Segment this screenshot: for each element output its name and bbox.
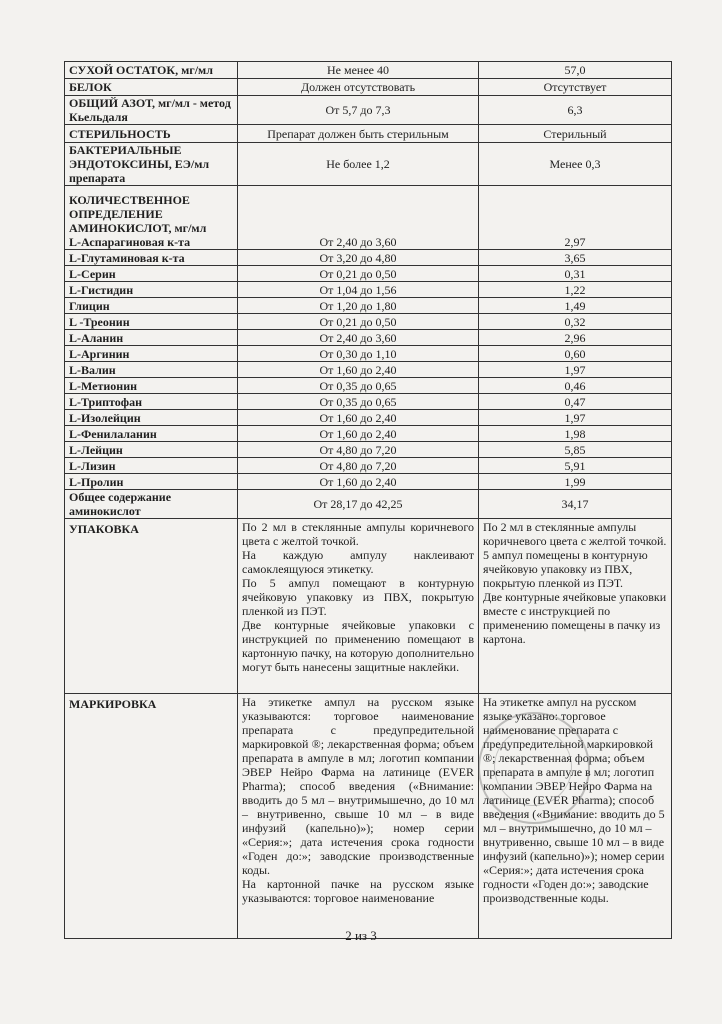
parameter-name: МАРКИРОВКА [65,694,238,939]
table-row [65,458,672,474]
table-row [65,442,672,458]
table-row [65,79,672,96]
amino-name: L -Треонин [65,314,238,330]
result-value: 34,17 [479,490,672,519]
specification-value: От 28,17 до 42,25 [238,490,479,519]
specification-value [238,519,479,694]
specification-value: От 1,04 до 1,56 [238,282,479,298]
table-row [65,694,672,939]
result-value: 3,65 [479,250,672,266]
specification-value: Не более 1,2 [238,143,479,186]
result-value: Менее 0,3 [479,143,672,186]
amino-name: L-Триптофан [65,394,238,410]
result-value: 57,0 [479,62,672,79]
table-row [65,394,672,410]
specification-value: От 1,60 до 2,40 [238,410,479,426]
result-value: 5,91 [479,458,672,474]
result-value: 1,97 [479,362,672,378]
specification-value: От 1,60 до 2,40 [238,426,479,442]
specification-value: От 4,80 до 7,20 [238,458,479,474]
specification-value: От 4,80 до 7,20 [238,442,479,458]
amino-name: L-Серин [65,266,238,282]
amino-name: L-Гистидин [65,282,238,298]
result-value: 1,97 [479,410,672,426]
paragraph: Две контурные ячейковые упаковки вместе с инструкцией по применению помещены в пачку из картона. [483,590,667,646]
amino-header: КОЛИЧЕСТВЕННОЕ ОПРЕДЕЛЕНИЕ АМИНОКИСЛОТ, мг/мл [69,193,207,235]
result-value: Отсутствует [479,79,672,96]
result-value: 0,32 [479,314,672,330]
page-number: 2 из 3 [345,928,377,943]
amino-name: L-Валин [65,362,238,378]
specification-value: От 0,21 до 0,50 [238,266,479,282]
result-value: 2,96 [479,330,672,346]
parameter-name: БАКТЕРИАЛЬНЫЕ ЭНДОТОКСИНЫ, ЕЭ/мл препарата [65,143,238,186]
result-value: 0,31 [479,266,672,282]
amino-name: L-Лейцин [65,442,238,458]
paragraph: По 5 ампул помещают в контурную ячейковую упаковку из ПВХ, покрытую пленкой из ПЭТ. [242,576,474,618]
table-row [65,426,672,442]
table-row [65,250,672,266]
table-row [65,330,672,346]
specification-value: От 1,60 до 2,40 [238,362,479,378]
result-value: 1,49 [479,298,672,314]
paragraph: 5 ампул помещены в контурную ячейковую упаковку из ПВХ, покрытую пленкой из ПЭТ. [483,548,648,590]
specification-value: От 2,40 до 3,60 [238,186,479,250]
parameter-name: БЕЛОК [65,79,238,96]
parameter-name: СТЕРИЛЬНОСТЬ [65,125,238,143]
result-value: 6,3 [479,96,672,125]
table-row [65,378,672,394]
parameter-name: ОБЩИЙ АЗОТ, мг/мл - метод Кьельдаля [65,96,238,125]
specification-value: Не менее 40 [238,62,479,79]
result-value: Стерильный [479,125,672,143]
parameter-name [65,186,238,250]
amino-name: L-Метионин [65,378,238,394]
specification-value: От 2,40 до 3,60 [238,330,479,346]
table-row [65,410,672,426]
table-row [65,96,672,125]
table-row [65,298,672,314]
specification-value: От 3,20 до 4,80 [238,250,479,266]
paragraph: На этикетке ампул на русском языке указано: торговое наименование препарата с предупредительной маркировкой ®; лекарственная форма; объем препарата в ампуле в мл; логотип компании ЭВЕР Нейро Фарма на латинице (EVER Pharma); способ введения («Внимание: вводить до 5 мл – внутримышечно, до 10 мл – внутривенно, свыше 10 мл – в виде инфузий (капельно)»); номер серии «Серия:»; дата истечения срока годности «Годен до:»; заводские производственные коды. [483,695,665,905]
amino-name: L-Фенилаланин [65,426,238,442]
specification-value: От 0,21 до 0,50 [238,314,479,330]
result-value: 5,85 [479,442,672,458]
result-value: 2,97 [479,186,672,250]
result-value: 1,99 [479,474,672,490]
table-row [65,346,672,362]
specification-value: От 0,35 до 0,65 [238,394,479,410]
table-row [65,490,672,519]
parameter-name: СУХОЙ ОСТАТОК, мг/мл [65,62,238,79]
amino-name: L-Изолейцин [65,410,238,426]
result-value: 0,47 [479,394,672,410]
stamp-seal [478,712,590,824]
specification-value: От 1,20 до 1,80 [238,298,479,314]
amino-name: Глицин [65,298,238,314]
table-row [65,125,672,143]
paragraph: По 2 мл в стеклянные ампулы коричневого цвета с желтой точкой. [483,520,667,548]
parameter-name: УПАКОВКА [65,519,238,694]
specification-value: От 0,30 до 1,10 [238,346,479,362]
amino-name: L-Пролин [65,474,238,490]
specification-value: От 1,60 до 2,40 [238,474,479,490]
result-value: 0,60 [479,346,672,362]
table-row [65,282,672,298]
result-value [479,519,672,694]
amino-name: L-Лизин [65,458,238,474]
table-row [65,362,672,378]
paragraph: На картонной пачке на русском языке указываются: торговое наименование [242,877,474,905]
paragraph: На этикетке ампул на русском языке указываются: торговое наименование препарата с предупредительной маркировкой ®; лекарственная форма; объем препарата в ампуле в мл; логотип компании ЭВЕР Нейро Фарма на латинице (EVER Pharma); способ введения («Внимание: вводить до 5 мл – внутримышечно, до 10 мл – внутривенно, свыше 10 мл – в виде инфузий (капельно)»); номер серии «Серия:»; дата истечения срока годности «Годен до:»; заводские производственные коды. [242,695,474,877]
result-value: 1,98 [479,426,672,442]
amino-name: L-Аланин [65,330,238,346]
paragraph: Две контурные ячейковые упаковки с инструкцией по применению помещают в картонную пачку, на которую дополнительно могут быть нанесены защитные наклейки. [242,618,474,674]
table-row [65,519,672,694]
result-value: 0,46 [479,378,672,394]
result-value: 1,22 [479,282,672,298]
specification-value: От 0,35 до 0,65 [238,378,479,394]
amino-name: L-Аспарагиновая к-та [69,235,191,249]
table-row [65,143,672,186]
table-row [65,62,672,79]
table-row [65,314,672,330]
table-row [65,474,672,490]
table-row [65,266,672,282]
amino-name: L-Глутаминовая к-та [65,250,238,266]
parameter-name: Общее содержание аминокислот [65,490,238,519]
paragraph: По 2 мл в стеклянные ампулы коричневого цвета с желтой точкой. [242,520,474,548]
specification-value [238,694,479,939]
specification-value: Должен отсутствовать [238,79,479,96]
specification-value: Препарат должен быть стерильным [238,125,479,143]
table-row [65,186,672,250]
specification-table [64,61,672,939]
paragraph: На каждую ампулу наклеивают самоклеящуюся этикетку. [242,548,474,576]
specification-value: От 5,7 до 7,3 [238,96,479,125]
amino-name: L-Аргинин [65,346,238,362]
